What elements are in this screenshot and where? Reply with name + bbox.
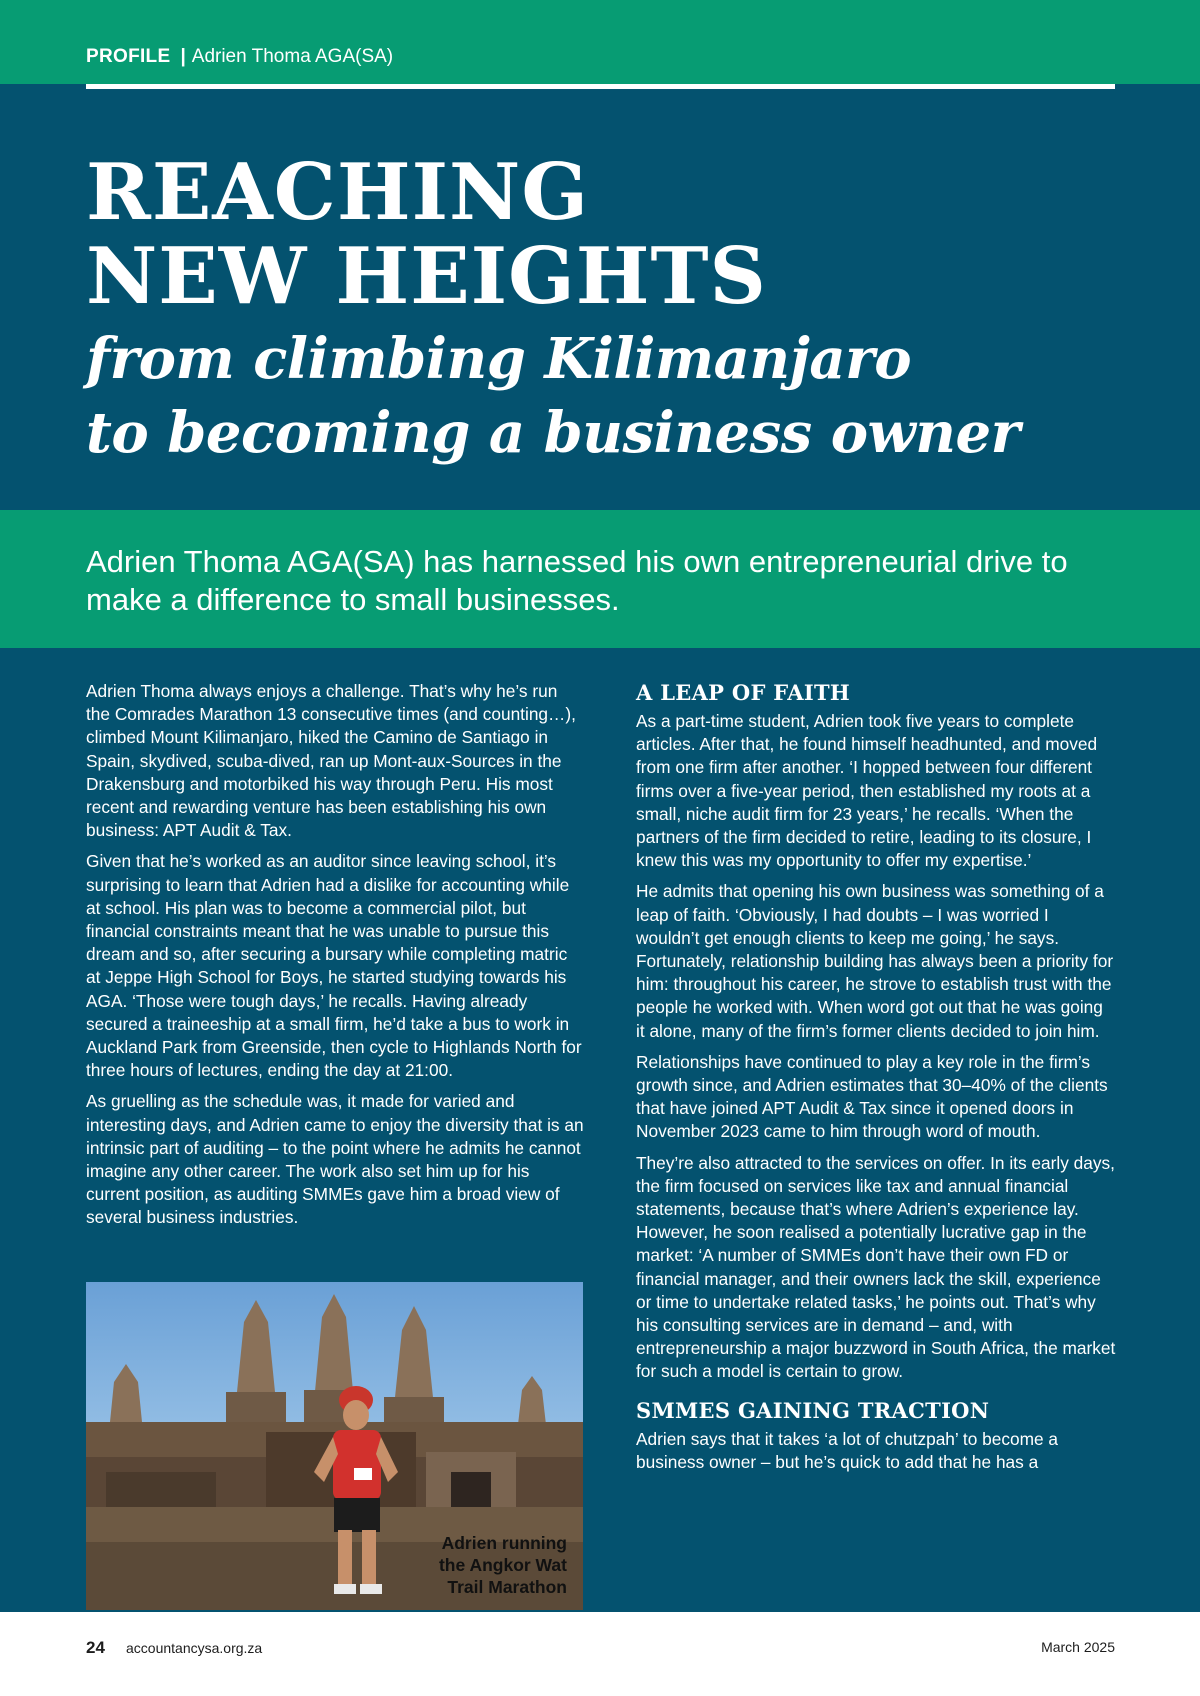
page-title <box>86 147 1126 322</box>
article-photo <box>86 1282 583 1610</box>
body-paragraph: Adrien Thoma always enjoys a challenge. That’s why he’s run the Comrades Marathon 13 consecutive times (and counting…), climbed Mount Kilimanjaro, hiked the Camino de Santiago in Spain, skydived, scuba-dived, ran up Mont-aux-Sources in the Drakensburg and motorbiked his way through Peru. His most recent and rewarding venture has been establishing his own business: APT Audit & Tax. <box>86 681 576 841</box>
section-separator: | <box>180 46 186 67</box>
footer <box>0 1612 1200 1696</box>
caption-line-3: Trail Marathon <box>447 1577 567 1597</box>
body-paragraph: Relationships have continued to play a key role in the firm’s growth since, and Adrien estimates that 30–40% of the clients that have joined APT Audit & Tax since it opened doors in November 2023 came to him through word of mouth. <box>636 1051 1108 1142</box>
photo-caption <box>439 1532 567 1598</box>
standfirst-band <box>0 510 1200 648</box>
body-paragraph: Given that he’s worked as an auditor since leaving school, it’s surprising to learn that Adrien had a dislike for accounting while at school. His plan was to become a commercial pilot, but financial constraints meant that he was unable to pursue this dream and so, after securing a bursary while completing matric at Jeppe High School for Boys, he started studying towards his AGA. ‘Those were tough days,’ he recalls. Having already secured a traineeship at a small firm, he’d take a bus to work in Auckland Park from Greenside, then cycle to Highlands North for three hours of lectures, ending the day at 21:00. <box>86 851 582 1081</box>
section-heading-leap-of-faith: A LEAP OF FAITH <box>636 680 851 705</box>
page-subtitle <box>86 322 1146 470</box>
subtitle-line-2: to becoming a business owner <box>86 400 1020 466</box>
right-column <box>636 680 1116 1482</box>
page-number: 24 <box>86 1638 105 1657</box>
caption-line-1: Adrien running <box>441 1533 567 1553</box>
section-heading-smmes: SMMES GAINING TRACTION <box>636 1397 990 1423</box>
left-column <box>86 680 586 1238</box>
section-subject: Adrien Thoma AGA(SA) <box>191 46 394 67</box>
body-paragraph: As a part-time student, Adrien took five years to complete articles. After that, he found himself headhunted, and moved from one firm after another. ‘I hopped between four different firms over a five-year period, then established my roots at a small, niche audit firm for 23 years,’ he recalls. ‘When the partners of the firm decided to retire, leading to its closure, I knew this was my opportunity to offer my expertise.’ <box>636 711 1098 871</box>
body-paragraph: As gruelling as the schedule was, it made for varied and interesting days, and Adrien came to enjoy the diversity that is an intrinsic part of auditing – to the point where he admits he cannot imagine any other career. The work also set him up for his current position, as auditing SMMEs gave him a broad view of several business industries. <box>86 1091 584 1228</box>
title-line-2: NEW HEIGHTS <box>86 231 767 322</box>
hero <box>0 89 1200 510</box>
caption-line-2: the Angkor Wat <box>438 1555 567 1575</box>
section-label <box>86 45 393 69</box>
body-paragraph: Adrien says that it takes ‘a lot of chutzpah’ to become a business owner – but he’s quick to add that he has a <box>636 1428 1059 1472</box>
body-paragraph: He admits that opening his own business was something of a leap of faith. ‘Obviously, I had doubts – I was worried I wouldn’t get enough clients to keep me going,’ he says. Fortunately, relationship building has always been a priority for him: throughout his career, he strove to establish trust with the people he worked with. When word got out that he was going it alone, many of the firm’s former clients decided to join him. <box>636 881 1114 1041</box>
website-link[interactable]: accountancysa.org.za <box>126 1640 263 1656</box>
issue-date: March 2025 <box>1041 1639 1115 1655</box>
header-bar <box>0 0 1200 84</box>
title-line-1: REACHING <box>86 147 589 238</box>
subtitle-line-1: from climbing Kilimanjaro <box>86 326 912 392</box>
standfirst: Adrien Thoma AGA(SA) has harnessed his own entrepreneurial drive to make a difference to small businesses. <box>86 544 1068 617</box>
section-name: PROFILE <box>86 46 171 67</box>
body-paragraph: They’re also attracted to the services on offer. In its early days, the firm focused on services like tax and annual financial statements, because that’s where Adrien’s experience lay. However, he soon realised a potentially lucrative gap in the market: ‘A number of SMMEs don’t have their own FD or financial manager, and their owners lack the skill, experience or time to undertake related tasks,’ he points out. That’s why his consulting services are in demand – and, with entrepreneurship a major buzzword in South Africa, the market for such a model is certain to grow. <box>636 1152 1116 1382</box>
